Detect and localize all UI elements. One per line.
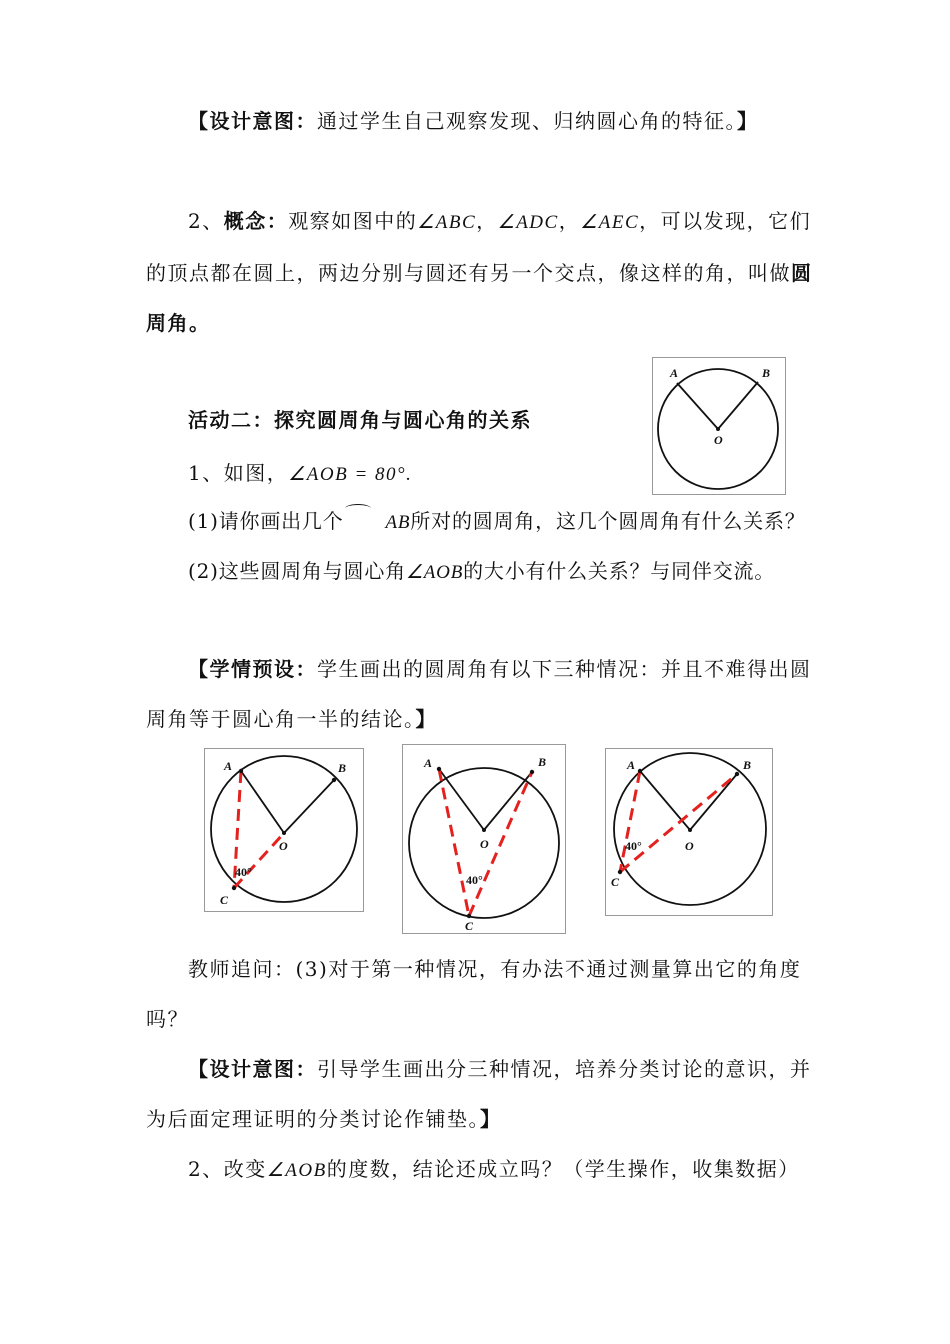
- bracket-close: 】: [415, 707, 437, 731]
- figure-case-2: [402, 744, 566, 934]
- case-3-diagram: [605, 748, 773, 916]
- presupposition: [146, 644, 818, 744]
- label-o: O: [714, 433, 723, 447]
- design-intent-2: [146, 1044, 818, 1144]
- design-intent-text: 引导学生画出分三种情况，培养分类讨论的意识，并为后面定理证明的分类讨论作铺垫。: [146, 1057, 812, 1131]
- label-b: B: [743, 758, 752, 772]
- item1-prefix: 1、如图，: [188, 461, 289, 485]
- item2-angle: ∠AOB: [266, 1160, 327, 1181]
- concept-intro: 观察如图中的: [288, 209, 418, 233]
- concept-paragraph: [146, 196, 818, 348]
- bracket-open: 【: [188, 109, 210, 133]
- label-b: B: [338, 761, 347, 775]
- concept-sep-2: ，: [558, 209, 581, 233]
- label-c: C: [465, 919, 474, 933]
- bracket-close: 】: [737, 109, 759, 133]
- concept-label: 概念：: [223, 209, 289, 233]
- label-o: O: [279, 839, 288, 853]
- label-c: C: [611, 875, 620, 889]
- label-a: A: [627, 758, 636, 772]
- q2-text-b: 的大小有什么关系？与同伴交流。: [463, 559, 776, 583]
- label-a: A: [224, 759, 233, 773]
- label-a: A: [670, 366, 679, 380]
- concept-term: 圆周角: [146, 261, 813, 335]
- arc-ab-label: AB: [385, 512, 411, 533]
- item2-suffix: 的度数，结论还成立吗？（学生操作，收集数据）: [326, 1157, 800, 1181]
- label-o: O: [480, 837, 489, 851]
- figure-case-3: [605, 748, 773, 916]
- q2-text-a: (2)这些圆周角与圆心角: [188, 559, 406, 583]
- label-b: B: [762, 366, 771, 380]
- label-c: C: [220, 893, 229, 907]
- arc-ab: [344, 496, 411, 548]
- design-intent-label: 设计意图：: [209, 109, 317, 133]
- angle-40-label: 40°: [235, 865, 252, 879]
- teacher-question: 教师追问：(3)对于第一种情况，有办法不通过测量算出它的角度吗？: [146, 957, 802, 1031]
- concept-sep-1: ，: [476, 209, 498, 233]
- presupposition-text: 学生画出的圆周角有以下三种情况：并且不难得出圆周角等于圆心角一半的结论。: [146, 657, 812, 731]
- angle-aec: ∠AEC: [580, 212, 640, 233]
- q2-angle: ∠AOB: [405, 562, 464, 583]
- activity2-item1: [146, 448, 626, 500]
- item1-angle: ∠AOB = 80°.: [288, 464, 413, 485]
- label-b: B: [538, 755, 547, 769]
- case-1-diagram: [204, 748, 364, 912]
- concept-text: ，可以发现，它们的顶点都在圆上，两边分别与圆还有另一个交点，像这样的角，叫做: [146, 209, 812, 285]
- label-a: A: [424, 756, 433, 770]
- activity2-question2: [146, 546, 836, 598]
- concept-end: 。: [189, 311, 211, 335]
- item2-prefix: 2、改变: [188, 1157, 267, 1181]
- activity2-item2: [146, 1144, 818, 1196]
- central-angle-diagram: [652, 357, 786, 495]
- angle-40-label: 40°: [466, 873, 483, 887]
- bracket-open: 【: [188, 657, 210, 681]
- bracket-open: 【: [188, 1057, 210, 1081]
- bracket-close: 】: [480, 1107, 502, 1131]
- activity2-title: 活动二：探究圆周角与圆心角的关系: [188, 408, 532, 432]
- activity2-question1: [146, 496, 836, 548]
- label-o: O: [685, 839, 694, 853]
- q1-text-a: (1)请你画出几个: [188, 509, 344, 533]
- angle-abc: ∠ABC: [417, 212, 477, 233]
- q1-text-b: 所对的圆周角，这几个圆周角有什么关系？: [410, 509, 806, 533]
- concept-number: 2、: [188, 209, 224, 233]
- design-intent-label: 设计意图：: [209, 1057, 317, 1081]
- angle-adc: ∠ADC: [497, 212, 559, 233]
- case-2-diagram: [402, 744, 566, 934]
- design-intent-1: [146, 96, 818, 146]
- arc-mark-icon: [345, 504, 371, 513]
- figure-case-1: [204, 748, 364, 912]
- angle-40-label: 40°: [625, 839, 642, 853]
- presupposition-label: 学情预设：: [209, 657, 317, 681]
- design-intent-text: 通过学生自己观察发现、归纳圆心角的特征。: [317, 109, 737, 133]
- figure-central-angle: [652, 357, 786, 495]
